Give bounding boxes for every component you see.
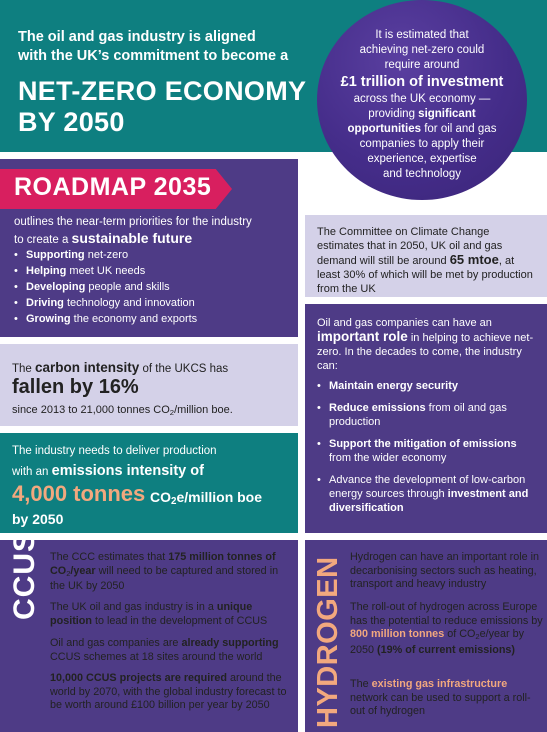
hydrogen-paragraph-1: Hydrogen can have an important role in decarbonising sectors such as heating, transport and heavy industry: [350, 551, 540, 590]
list-item: • Reduce emissions from oil and gas production: [317, 401, 535, 429]
emissions-headline: 4,000 tonnes: [12, 481, 146, 506]
roadmap-desc-2: to create a sustainable future: [14, 230, 193, 246]
ccus-paragraph-2: The UK oil and gas industry is in a unique position to lead in the development of CCUS: [50, 601, 268, 627]
hydrogen-paragraph-2: The roll-out of hydrogen across Europe has the potential to reduce emissions by 800 million tonnes of $CO_2e$/year by 2050 (19% of current emissions): [350, 601, 543, 656]
ccus-paragraph-3: Oil and gas companies are already supporting CCUS schemes at 18 sites around the world: [50, 637, 279, 663]
ccus-label: CCUS: [8, 530, 41, 620]
carbon-intensity-panel: [0, 344, 298, 426]
list-item: • Support the mitigation of emissions from the wider economy: [317, 437, 535, 465]
list-item: • Maintain energy security: [317, 379, 535, 393]
list-item: • Driving technology and innovation: [14, 295, 294, 311]
role-list: [317, 379, 535, 515]
carbon-line-3: since 2013 to 21,000 tonnes $CO_2$/million boe.: [12, 404, 233, 417]
ccus-paragraph-4: 10,000 CCUS projects are required around the world by 2070, with the global industry forecast to be worth around £100 billion per year by 2050: [50, 672, 287, 711]
header-intro: The oil and gas industry is aligned with the UK’s commitment to become a: [18, 29, 289, 64]
roadmap-title: ROADMAP 2035: [14, 173, 212, 201]
important-role-panel: [305, 304, 547, 533]
emissions-line-2: with an emissions intensity of: [12, 463, 204, 479]
list-item: • Helping meet UK needs: [14, 263, 294, 279]
investment-circle: It is estimated that achieving net-zero could require around £1 trillion of investment across the UK economy — providing significant opportunities for oil and gas companies to apply their experience, expertise and technology: [317, 0, 527, 200]
hydrogen-label: HYDROGEN: [312, 556, 344, 728]
roadmap-desc: outlines the near-term priorities for the industry: [14, 216, 252, 228]
emissions-unit: $CO_2e$/million boe: [150, 489, 263, 507]
header-title: NET-ZERO ECONOMY BY 2050: [18, 76, 307, 137]
role-intro: Oil and gas companies can have an important role in helping to achieve net-zero. In the decades to come, the industry can:: [317, 317, 534, 372]
roadmap-list: [14, 247, 294, 327]
emissions-panel: [0, 433, 298, 533]
list-item: • Advance the development of low-carbon energy sources through investment and diversification: [317, 473, 535, 515]
list-item: • Developing people and skills: [14, 279, 294, 295]
list-item: • Supporting net-zero: [14, 247, 294, 263]
carbon-headline: fallen by 16%: [12, 376, 139, 398]
emissions-line-4: by 2050: [12, 511, 64, 527]
ccc-demand-panel: The Committee on Climate Change estimates that in 2050, UK oil and gas demand will still be around 65 mtoe, at least 30% of which will be met by production from the UK: [305, 215, 547, 297]
roadmap-panel: [0, 159, 298, 337]
carbon-line-1: The carbon intensity of the UKCS has: [12, 360, 229, 375]
ccus-paragraph-1: The CCC estimates that 175 million tonnes of $CO_2$/year will need to be captured and stored in the UK by 2050: [50, 551, 279, 592]
emissions-line-1: The industry needs to deliver production: [12, 445, 217, 457]
list-item: • Growing the economy and exports: [14, 311, 294, 327]
hydrogen-paragraph-3: The existing gas infrastructure network can be used to support a roll-out of hydrogen: [350, 678, 531, 717]
